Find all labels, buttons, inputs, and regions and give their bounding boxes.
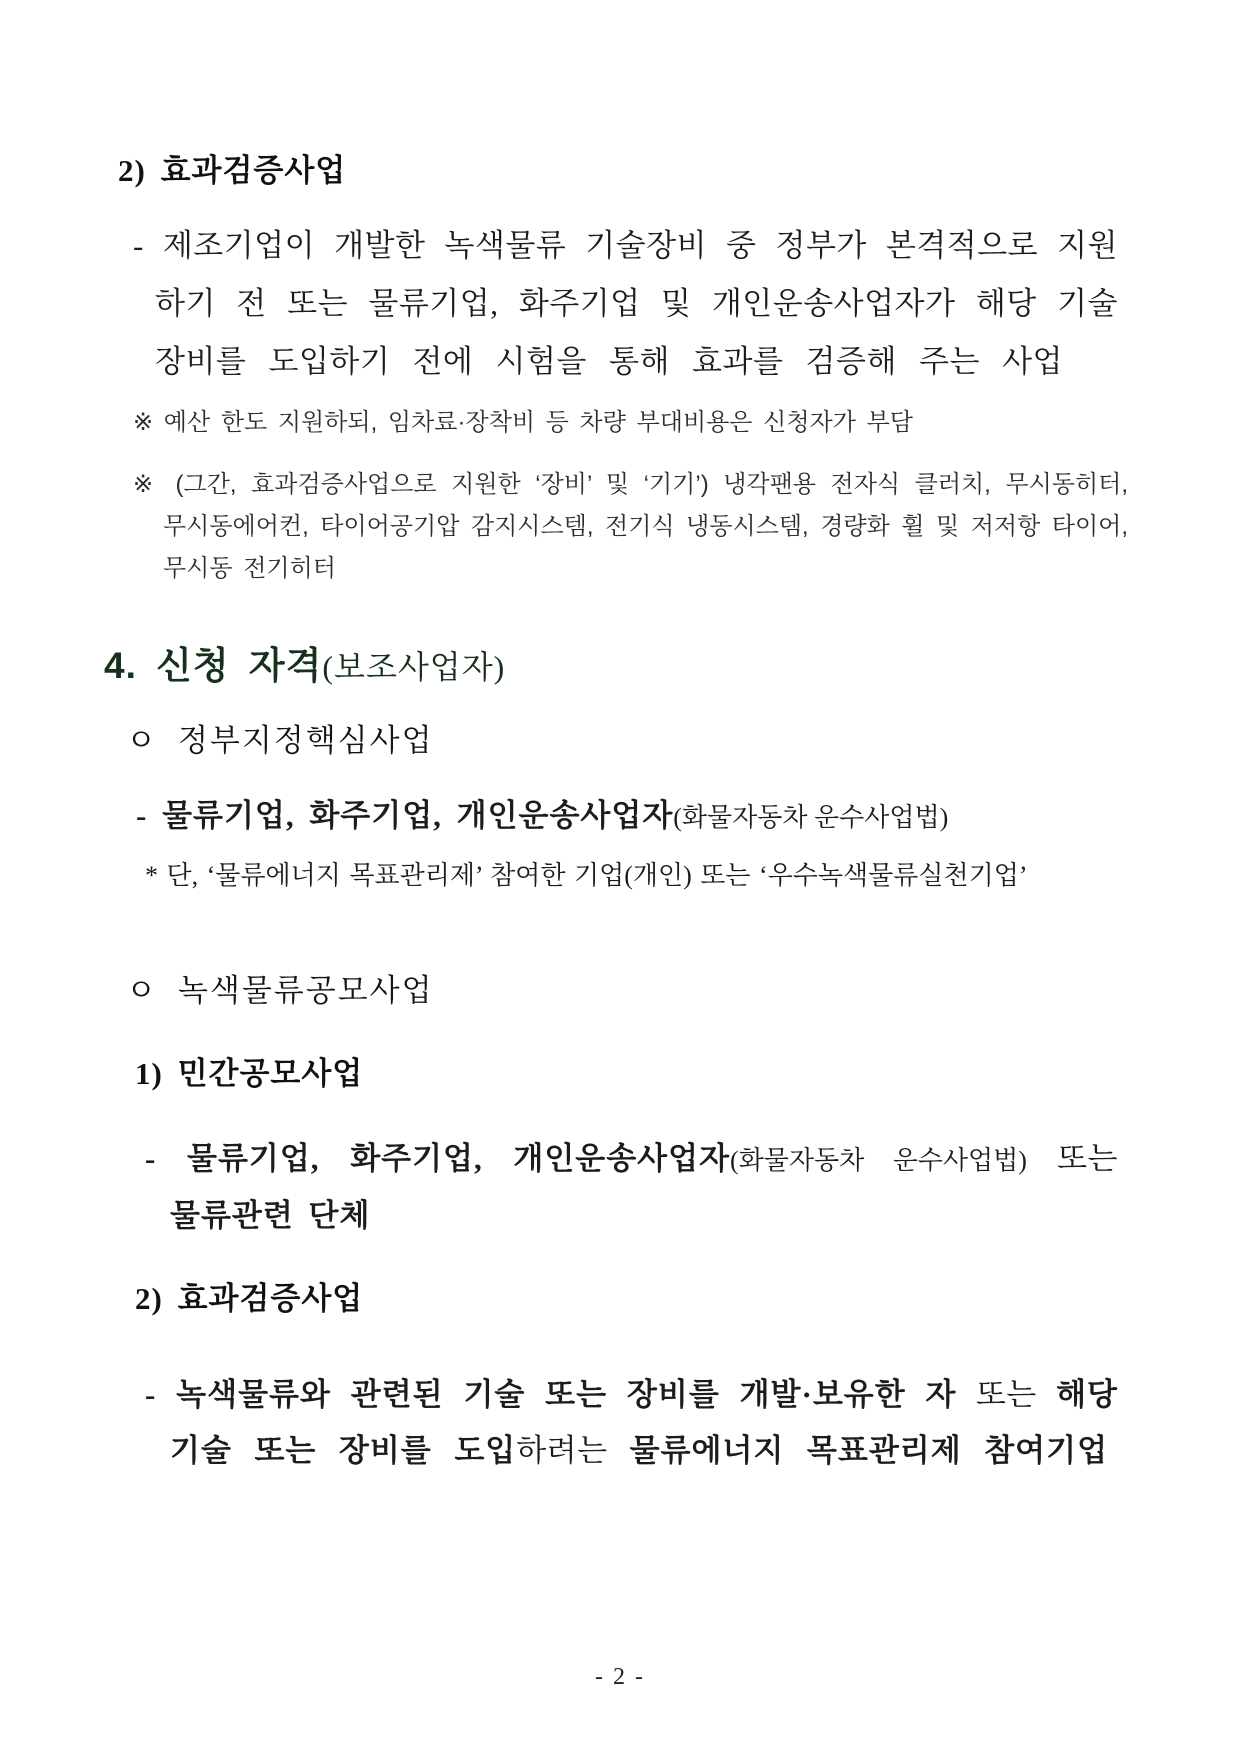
dash-item-bold-part: 기술 또는 장비를 도입	[170, 1433, 517, 1468]
dash-item-main: - 물류기업, 화주기업, 개인운송사업자	[145, 1141, 731, 1176]
dash-item-main: - 물류기업, 화주기업, 개인운송사업자	[136, 798, 674, 833]
dash-item-contest-applicants-line2: 물류관련 단체	[170, 1198, 371, 1233]
note-line: ※ 예산 한도 지원하되, 임차료·장착비 등 차량 부대비용은 신청자가 부담	[133, 409, 913, 436]
star-note-condition: * 단, ‘물류에너지 목표관리제’ 참여한 기업(개인) 또는 ‘우수녹색물류실천기업’	[145, 861, 1028, 890]
circle-bullet: ㅇ	[126, 973, 156, 1008]
bullet-label: 녹색물류공모사업	[177, 973, 434, 1008]
section-heading-private-contest: 1) 민간공모사업	[135, 1056, 364, 1091]
bullet-label: 정부지정핵심사업	[177, 723, 434, 758]
section-heading-application-eligibility	[104, 645, 505, 695]
paragraph-line: 하기 전 또는 물류기업, 화주기업 및 개인운송사업자가 해당 기술	[155, 286, 1118, 321]
note-line: 무시동에어컨, 타이어공기압 감지시스템, 전기식 냉동시스템, 경량화 휠 및 저저항 타이어,	[163, 513, 1128, 540]
bullet-item-government-core-project	[126, 722, 434, 759]
section-heading-effect-verification-2: 2) 효과검증사업	[135, 1281, 364, 1316]
dash-item-regular-part: 하려는	[516, 1433, 608, 1468]
note-line: 무시동 전기히터	[163, 555, 336, 582]
paragraph-line: 장비를 도입하기 전에 시험을 통해 효과를 검증해 주는 사업	[155, 344, 1063, 379]
dash-item-verification-applicants-line1	[145, 1376, 1118, 1413]
dash-item-paren: (화물자동차 운수사업법)	[730, 1146, 1027, 1175]
dash-item-tail: 또는	[1057, 1141, 1119, 1176]
page-number: - 2 -	[595, 1664, 645, 1690]
paragraph-line: - 제조기업이 개발한 녹색물류 기술장비 중 정부가 본격적으로 지원	[133, 228, 1118, 263]
section-heading-effect-verification: 2) 효과검증사업	[118, 153, 347, 188]
dash-item-eligible-companies	[136, 797, 948, 836]
dash-item-contest-applicants-line1	[145, 1140, 1118, 1179]
note-line: ※ (그간, 효과검증사업으로 지원한 ‘장비’ 및 ‘기기’) 냉각팬용 전자식 클러치, 무시동히터,	[133, 471, 1128, 498]
dash-item-regular-part: 또는	[975, 1377, 1037, 1412]
dash-item-bold-part: 물류에너지 목표관리제 참여기업	[629, 1433, 1109, 1468]
section-paren: (보조사업자)	[322, 649, 506, 685]
dash-item-paren: (화물자동차 운수사업법)	[673, 803, 949, 832]
section-number-title: 4. 신청 자격	[104, 645, 323, 686]
bullet-item-green-logistics-contest	[126, 972, 434, 1009]
dash-item-bold-part: - 녹색물류와 관련된 기술 또는 장비를 개발·보유한 자	[145, 1377, 957, 1412]
circle-bullet: ㅇ	[126, 723, 156, 758]
dash-item-verification-applicants-line2	[170, 1432, 1108, 1469]
dash-item-bold-part: 해당	[1056, 1377, 1119, 1412]
